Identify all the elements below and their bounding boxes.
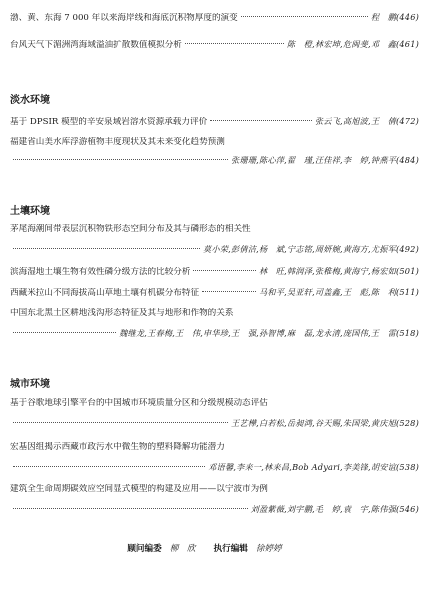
article-authors: 张珊珊,陈心萍,翟 瑾,汪佳祥,李 婷,钟燕平(484) (230, 155, 419, 165)
toc-entry (10, 287, 419, 299)
toc-entry (10, 308, 419, 339)
editor-label: 执行编辑 (213, 544, 248, 554)
toc-entry (10, 484, 419, 515)
article-authors: 邓语馨,李来一,林来昌,Bob Adyari,李美锋,胡安谊(538) (208, 462, 419, 472)
advisor-name: 柳 欣 (169, 544, 196, 554)
leader-dots (13, 422, 228, 423)
toc-entry (10, 116, 419, 128)
article-authors: 林 旺,韩润泽,张稚梅,黄海宁,杨宏如(501) (258, 266, 419, 276)
leader-dots (185, 43, 284, 44)
article-authors: 程 鹏(446) (370, 12, 419, 22)
toc-entry (10, 266, 419, 278)
toc-entry (10, 442, 419, 473)
article-authors: 莫小荣,彭倩洁,杨 斌,宁志铭,周妍婉,黄海方,尤振军(492) (203, 244, 419, 254)
article-authors: 张云飞,高旭波,王 倩(472) (314, 116, 419, 126)
article-title: 台风天气下湄洲湾海域溢油扩散数值模拟分析 (10, 40, 182, 50)
toc-entry (10, 224, 419, 255)
article-title: 建筑全生命周期碳效应空间显式模型的构建及应用——以宁波市为例 (10, 484, 268, 494)
leader-dots (202, 291, 256, 292)
leader-dots (13, 248, 200, 249)
leader-dots (193, 270, 255, 271)
leader-dots (13, 159, 228, 160)
leader-dots (210, 120, 312, 121)
leader-dots (13, 508, 248, 509)
section-heading-urban: 城市环境 (10, 379, 50, 390)
advisor-label: 顾问编委 (127, 544, 162, 554)
article-title: 渤、黄、东海 7 000 年以来海岸线和海底沉积物厚度的演变 (10, 13, 238, 23)
toc-entry (10, 137, 419, 166)
leader-dots (13, 332, 116, 333)
article-authors: 王艺樺,白若松,岳昶鸿,谷天赐,朱国梁,黄庆旭(528) (230, 418, 419, 428)
leader-dots (241, 16, 368, 17)
article-authors: 陈 橙,林宏坤,危闽斐,邓 鑫(461) (286, 39, 419, 49)
article-title: 宏基因组揭示西藏市政污水中微生物的塑料降解功能潜力 (10, 442, 225, 452)
article-title: 基于谷歌地球引擎平台的中国城市环境质量分区和分级规模动态评估 (10, 398, 268, 408)
article-authors: 刘盈紫薇,刘宇鹏,毛 婷,袁 宇,陈伟强(546) (250, 504, 419, 514)
article-authors: 马和平,吴亚轩,司盖鑫,王 彪,陈 利(511) (258, 287, 419, 297)
section-heading-soil: 土壤环境 (10, 206, 50, 217)
article-title: 西藏米拉山不同海拔高山草地土壤有机碳分布特征 (10, 288, 200, 298)
article-title: 中国东北黑土区耕地浅沟形态特征及其与地形和作物的关系 (10, 308, 234, 318)
article-title: 茅尾海潮间带表层沉积物铁形态空间分布及其与磷形态的相关性 (10, 224, 251, 234)
article-authors: 魏继龙,王春梅,王 伟,申华珍,王 强,孙智博,麻 磊,龙永清,庞国伟,王 雷(518) (119, 328, 419, 338)
article-title: 基于 DPSIR 模型的辛安泉域岩溶水资源承载力评价 (10, 117, 208, 127)
section-heading-freshwater: 淡水环境 (10, 95, 50, 106)
editor-name: 徐婷婷 (255, 544, 282, 554)
article-title: 福建省山美水库浮游植物丰度现状及其未来变化趋势预测 (10, 137, 225, 147)
toc-entry (10, 12, 419, 24)
editorial-credits (0, 542, 427, 554)
toc-entry (10, 39, 419, 51)
toc-entry (10, 398, 419, 429)
article-title: 滨海湿地土壤生物有效性磷分级方法的比较分析 (10, 267, 191, 277)
leader-dots (13, 466, 205, 467)
